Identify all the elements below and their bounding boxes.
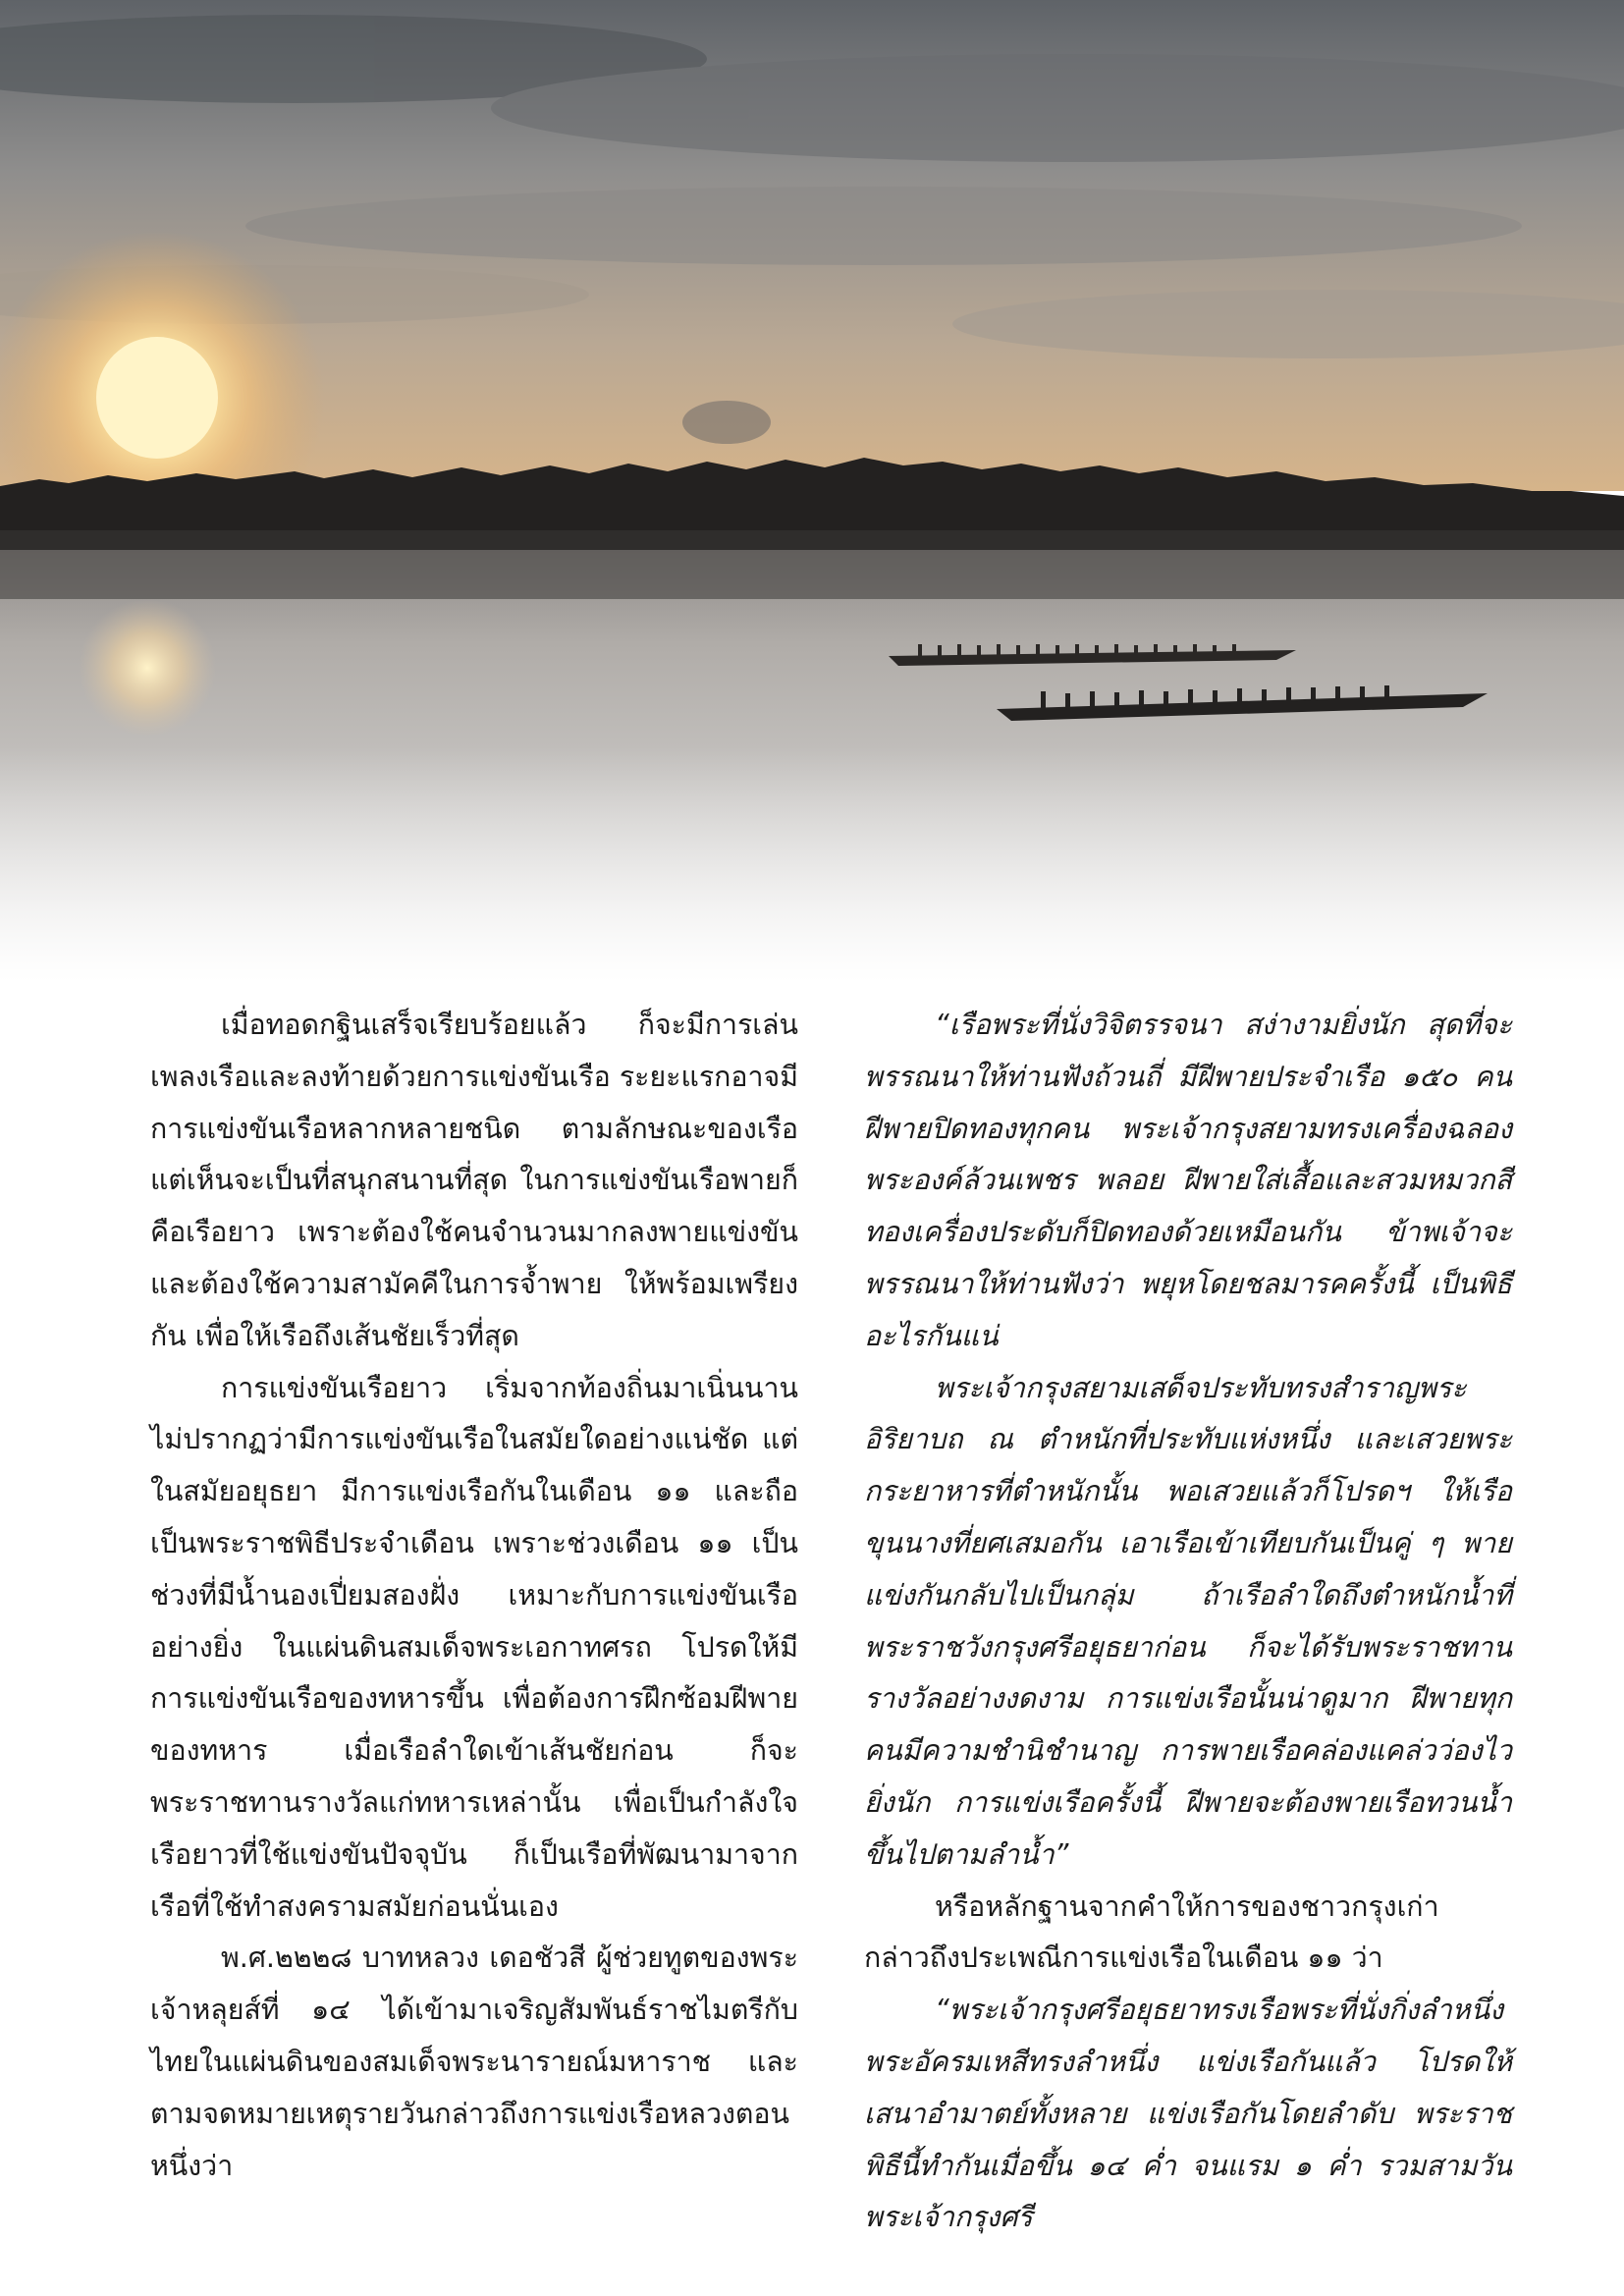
sun-reflection — [79, 599, 216, 737]
left-text-column — [150, 1000, 798, 2192]
sun — [96, 337, 218, 459]
paragraph-old-capital-testimony: หรือหลักฐานจากคำให้การของชาวกรุงเก่า กล่าวถึงประเพณีการแข่งเรือในเดือน ๑๑ ว่า — [864, 1889, 1439, 1975]
shoreline-shadow — [0, 530, 1624, 599]
quote-royal-barge: “เรือพระที่นั่งวิจิตรรจนา สง่างามยิ่งนัก สุดที่จะพรรณนาให้ท่านฟังถ้วนถี่ มีฝีพายประจำเรือ ๑๕๐ คน ฝีพายปิดทองทุกคน พระเจ้ากรุงสยามทรงเครื่องฉลองพระองค์ล้วนเพชร พลอย ฝีพายใส่เสื้อและสวมหมวกสีทองเครื่องประดับก็ปิดทองด้วยเหมือนกัน ข้าพเจ้าจะพรรณนาให้ท่านฟังว่า พยุหโดยชลมารคครั้งนี้ เป็นพิธีอะไรกันแน่ — [864, 1009, 1512, 1352]
hero-photo — [0, 0, 1624, 982]
paragraph-kathin: เมื่อทอดกฐินเสร็จเรียบร้อยแล้ว ก็จะมีการเล่นเพลงเรือและลงท้ายด้วยการแข่งขันเรือ ระยะแรกอาจมีการแข่งขันเรือหลากหลายชนิด ตามลักษณะของเรือ แต่เห็นจะเป็นที่สนุกสนานที่สุด ในการแข่งขันเรือพายก็คือเรือยาว เพราะต้องใช้คนจำนวนมากลงพายแข่งขันและต้องใช้ความสามัคคีในการจ้ำพาย ให้พร้อมเพรียงกัน เพื่อให้เรือถึงเส้นชัยเร็วที่สุด — [150, 1009, 798, 1352]
right-text-column — [864, 1000, 1512, 2244]
sunset-river-scene — [0, 0, 1624, 982]
photo-fade — [0, 746, 1624, 982]
paragraph-longboat-history: การแข่งขันเรือยาว เริ่มจากท้องถิ่นมาเนิ่นนาน ไม่ปรากฏว่ามีการแข่งขันเรือในสมัยใดอย่างแน่ชัด แต่ในสมัยอยุธยา มีการแข่งเรือกันในเดือน ๑๑ และถือเป็นพระราชพิธีประจำเดือน เพราะช่วงเดือน ๑๑ เป็นช่วงที่มีน้ำนองเปี่ยมสองฝั่ง เหมาะกับการแข่งขันเรืออย่างยิ่ง ในแผ่นดินสมเด็จพระเอกาทศรถ โปรดให้มีการแข่งขันเรือของทหารขึ้น เพื่อต้องการฝึกซ้อมฝีพายของทหาร เมื่อเรือลำใดเข้าเส้นชัยก่อน ก็จะพระราชทานรางวัลแก่ทหารเหล่านั้น เพื่อเป็นกำลังใจ เรือยาวที่ใช้แข่งขันปัจจุบัน ก็เป็นเรือที่พัฒนามาจากเรือที่ใช้ทำสงครามสมัยก่อนนั่นเอง — [150, 1371, 798, 1923]
quote-king-race: พระเจ้ากรุงสยามเสด็จประทับทรงสำราญพระอิริยาบถ ณ ตำหนักที่ประทับแห่งหนึ่ง และเสวยพระกระยาหารที่ตำหนักนั้น พอเสวยแล้วก็โปรดฯ ให้เรือขุนนางที่ยศเสมอกัน เอาเรือเข้าเทียบกันเป็นคู่ ๆ พายแข่งกันกลับไปเป็นกลุ่ม ถ้าเรือลำใดถึงตำหนักน้ำที่พระราชวังกรุงศรีอยุธยาก่อน ก็จะได้รับพระราชทานรางวัลอย่างงดงาม การแข่งเรือนั้นน่าดูมาก ฝีพายทุกคนมีความชำนิชำนาญ การพายเรือคล่องแคล่วว่องไวยิ่งนัก การแข่งเรือครั้งนี้ ฝีพายจะต้องพายเรือทวนน้ำขึ้นไปตามลำน้ำ” — [864, 1371, 1512, 1871]
quote-ayutthaya-king: “พระเจ้ากรุงศรีอยุธยาทรงเรือพระที่นั่งกิ่งลำหนึ่ง พระอัครมเหสีทรงลำหนึ่ง แข่งเรือกันแล้ว โปรดให้เสนาอำมาตย์ทั้งหลาย แข่งเรือกันโดยลำดับ พระราชพิธีนี้ทำกันเมื่อขึ้น ๑๔ ค่ำ จนแรม ๑ ค่ำ รวมสามวัน พระเจ้ากรุงศรี — [864, 1994, 1512, 2234]
paragraph-de-choisy: พ.ศ.๒๒๒๘ บาทหลวง เดอชัวสี ผู้ช่วยทูตของพระเจ้าหลุยส์ที่ ๑๔ ได้เข้ามาเจริญสัมพันธ์ราชไมตรีกับไทยในแผ่นดินของสมเด็จพระนารายณ์มหาราช และตามจดหมายเหตุรายวันกล่าวถึงการแข่งเรือหลวงตอนหนึ่งว่า — [150, 1941, 798, 2182]
